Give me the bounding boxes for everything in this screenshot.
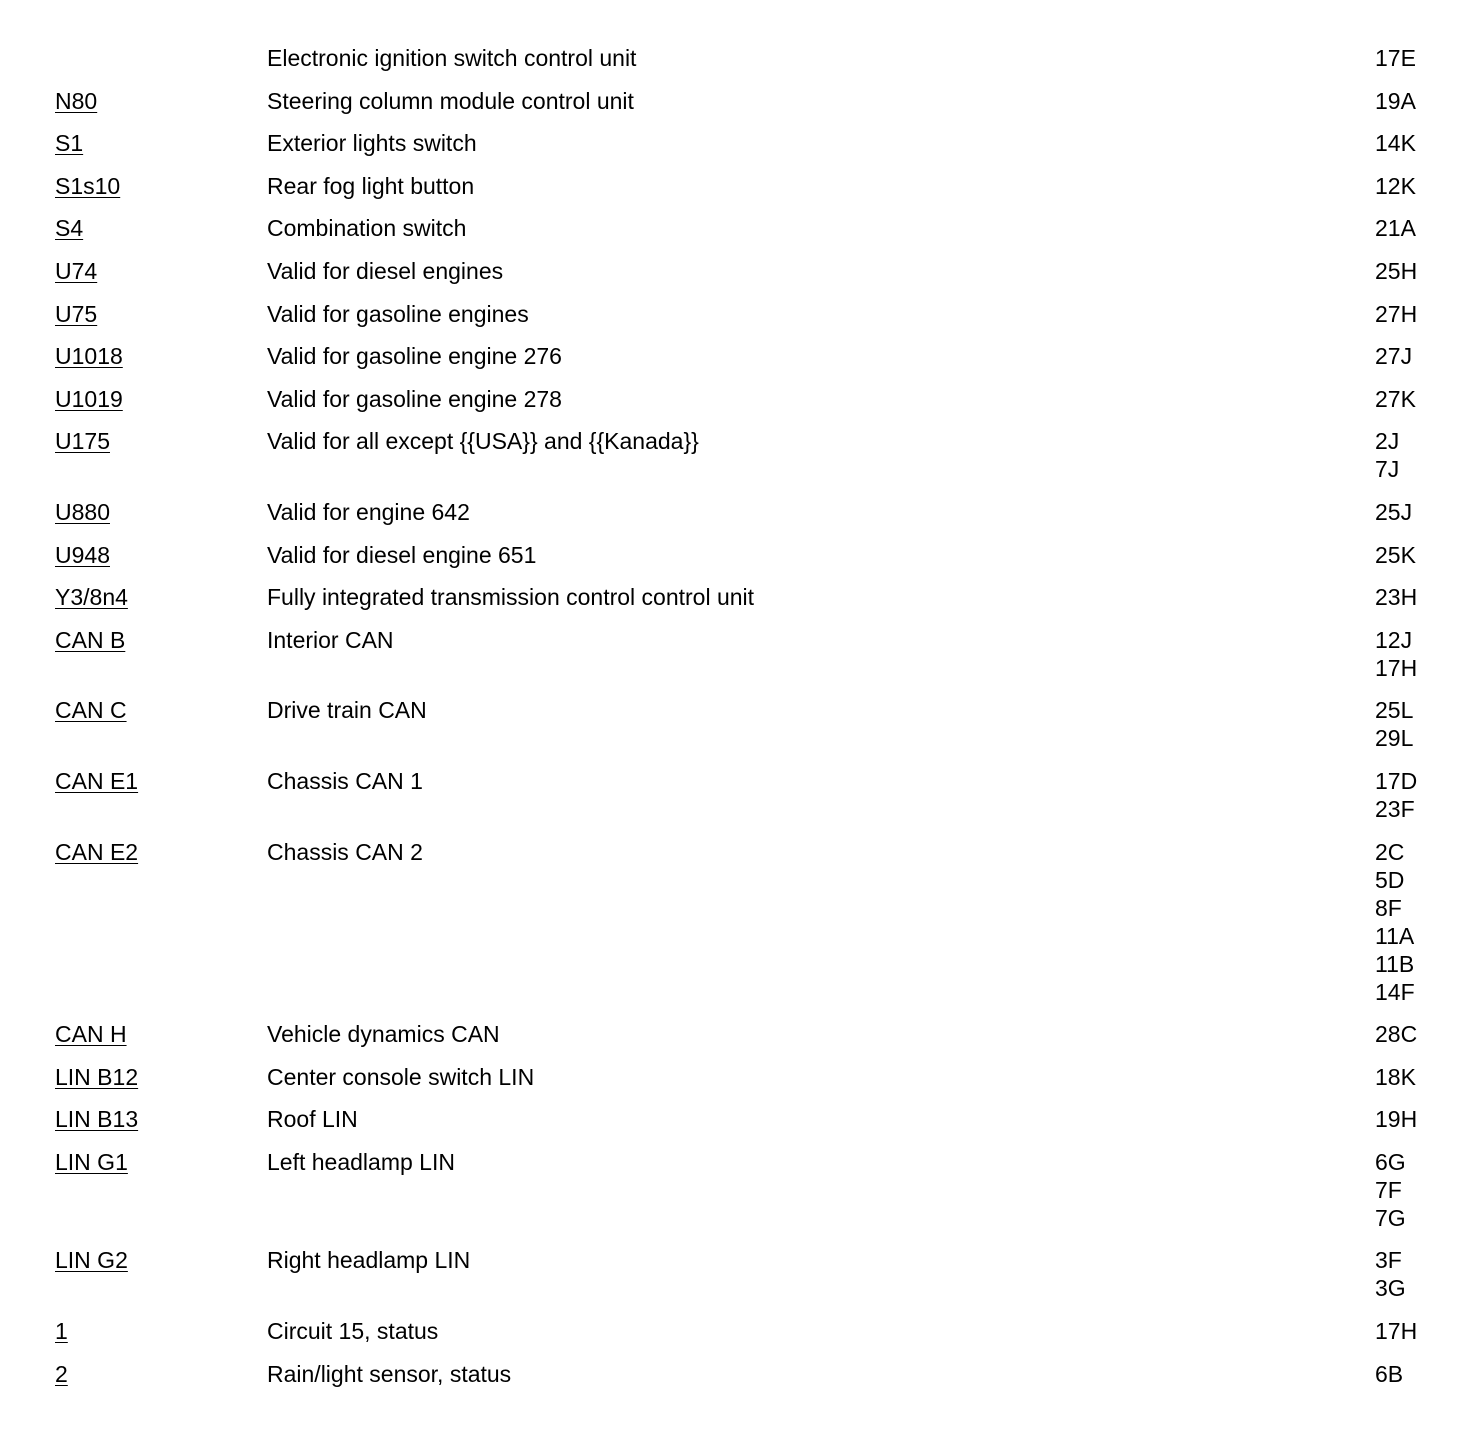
grid-reference-list: [1375, 1148, 1455, 1232]
component-description: Circuit 15, status: [267, 1318, 439, 1345]
component-code-link[interactable]: U880: [55, 498, 110, 525]
grid-reference-list: [1375, 1020, 1455, 1048]
component-code-link[interactable]: CAN C: [55, 697, 127, 724]
component-description: Roof LIN: [267, 1106, 358, 1133]
grid-reference: 25J: [1375, 498, 1413, 525]
grid-reference: 23H: [1375, 584, 1418, 611]
legend-entry: [0, 214, 1472, 242]
grid-reference-list: [1375, 626, 1455, 682]
grid-reference: 7J: [1375, 456, 1400, 483]
component-code-cell: [0, 385, 267, 413]
grid-reference-list: [1375, 172, 1455, 200]
component-code-cell: [0, 172, 267, 200]
component-description: Interior CAN: [267, 626, 394, 653]
grid-reference-list: [1375, 1105, 1455, 1133]
component-description: Valid for all except {{USA}} and {{Kanada}}: [267, 428, 699, 455]
component-code-cell: [0, 838, 267, 866]
grid-reference: 6G: [1375, 1148, 1406, 1175]
component-code-link[interactable]: 2: [55, 1360, 68, 1387]
legend-entry: [0, 767, 1472, 823]
component-code-cell: [0, 427, 267, 455]
component-code-link[interactable]: U75: [55, 300, 98, 327]
legend-entry: [0, 1105, 1472, 1133]
grid-reference: 23F: [1375, 795, 1415, 822]
grid-reference: 12J: [1375, 626, 1413, 653]
grid-reference-list: [1375, 257, 1455, 285]
component-description: Valid for gasoline engine 276: [267, 343, 562, 370]
grid-reference: 25H: [1375, 257, 1418, 284]
component-description: Right headlamp LIN: [267, 1247, 471, 1274]
component-code-cell: [0, 1063, 267, 1091]
component-description: Exterior lights switch: [267, 130, 477, 157]
grid-reference: 11A: [1375, 922, 1415, 949]
component-code-cell: [0, 1105, 267, 1133]
grid-reference: 27J: [1375, 343, 1413, 370]
grid-reference: 17H: [1375, 654, 1418, 681]
component-code-cell: [0, 1246, 267, 1274]
grid-reference: 8F: [1375, 894, 1402, 921]
legend-entry: [0, 342, 1472, 370]
grid-reference: 14K: [1375, 130, 1416, 157]
legend-entry: [0, 427, 1472, 483]
grid-reference: 28C: [1375, 1021, 1418, 1048]
grid-reference: 7F: [1375, 1176, 1402, 1203]
legend-entry: [0, 129, 1472, 157]
component-code-cell: [0, 1148, 267, 1176]
component-legend: [0, 44, 1472, 1402]
component-code-cell: [0, 626, 267, 654]
grid-reference: 2J: [1375, 428, 1400, 455]
legend-entry: [0, 1020, 1472, 1048]
legend-entry: [0, 257, 1472, 285]
legend-entry: [0, 1246, 1472, 1302]
component-description: Valid for gasoline engines: [267, 300, 529, 327]
legend-entry: [0, 626, 1472, 682]
legend-entry: [0, 583, 1472, 611]
component-description: Electronic ignition switch control unit: [267, 45, 637, 71]
component-code-link[interactable]: U175: [55, 428, 110, 455]
grid-reference: 27H: [1375, 300, 1418, 327]
legend-entry: [0, 498, 1472, 526]
grid-reference-list: [1375, 1317, 1455, 1345]
component-description: Fully integrated transmission control control unit: [267, 584, 755, 611]
component-code-link[interactable]: LIN B13: [55, 1106, 139, 1133]
component-code-cell: [0, 214, 267, 242]
grid-reference: 19H: [1375, 1106, 1418, 1133]
component-code-cell: [0, 129, 267, 157]
component-code-link[interactable]: LIN B12: [55, 1063, 139, 1090]
component-code-link[interactable]: U948: [55, 541, 110, 568]
component-code-link[interactable]: CAN B: [55, 626, 126, 653]
grid-reference-list: [1375, 385, 1455, 413]
grid-reference-list: [1375, 1246, 1455, 1302]
component-description: Combination switch: [267, 215, 467, 242]
component-code-cell: [0, 1020, 267, 1048]
legend-entry: [0, 87, 1472, 115]
legend-entry: [0, 300, 1472, 328]
component-code-cell: [0, 257, 267, 285]
component-code-link[interactable]: CAN E1: [55, 767, 139, 794]
grid-reference: 11B: [1375, 950, 1415, 977]
component-code-link[interactable]: CAN E2: [55, 838, 139, 865]
component-code-cell: [0, 498, 267, 526]
component-description: Valid for diesel engine 651: [267, 541, 537, 568]
grid-reference: 25L: [1375, 697, 1414, 724]
grid-reference: 29L: [1375, 725, 1414, 752]
grid-reference: 25K: [1375, 541, 1416, 568]
component-description: Chassis CAN 2: [267, 838, 423, 865]
grid-reference-list: [1375, 87, 1455, 115]
grid-reference: 7G: [1375, 1204, 1406, 1231]
component-code-link[interactable]: U74: [55, 257, 98, 284]
legend-entry: [0, 44, 1472, 72]
component-description: Valid for diesel engines: [267, 257, 504, 284]
component-code-cell: [0, 696, 267, 724]
grid-reference-list: [1375, 838, 1455, 1006]
grid-reference-list: [1375, 541, 1455, 569]
grid-reference-list: [1375, 342, 1455, 370]
component-code-cell: [0, 1360, 267, 1388]
component-description: Vehicle dynamics CAN: [267, 1021, 500, 1048]
grid-reference: 19A: [1375, 87, 1416, 114]
component-code-link[interactable]: CAN H: [55, 1021, 127, 1048]
legend-entry: [0, 1063, 1472, 1091]
component-code-link[interactable]: Y3/8n4: [55, 584, 128, 611]
grid-reference: 14F: [1375, 978, 1415, 1005]
grid-reference: 17E: [1375, 45, 1416, 71]
grid-reference-list: [1375, 427, 1455, 483]
component-code-cell: [0, 87, 267, 115]
component-code-link[interactable]: LIN G1: [55, 1148, 128, 1175]
grid-reference-list: [1375, 300, 1455, 328]
component-code-link[interactable]: U1018: [55, 343, 123, 370]
grid-reference: 3F: [1375, 1247, 1402, 1274]
legend-entry: [0, 1148, 1472, 1232]
component-code-link[interactable]: LIN G2: [55, 1247, 128, 1274]
component-code-cell: [0, 1317, 267, 1345]
grid-reference-list: [1375, 214, 1455, 242]
grid-reference-list: [1375, 583, 1455, 611]
component-code-cell: [0, 541, 267, 569]
legend-entry: [0, 385, 1472, 413]
component-code-link[interactable]: U1019: [55, 385, 123, 412]
component-code-link[interactable]: 1: [55, 1318, 68, 1345]
component-code-cell: [0, 767, 267, 795]
component-description: Drive train CAN: [267, 697, 427, 724]
component-description: Left headlamp LIN: [267, 1148, 455, 1175]
grid-reference-list: [1375, 44, 1455, 72]
legend-entry: [0, 1317, 1472, 1345]
component-description: Rain/light sensor, status: [267, 1360, 512, 1387]
component-description: Valid for engine 642: [267, 498, 470, 525]
grid-reference: 17D: [1375, 767, 1418, 794]
component-code-cell: [0, 342, 267, 370]
component-code-link[interactable]: S4: [55, 215, 84, 242]
grid-reference: 6B: [1375, 1360, 1404, 1387]
grid-reference-list: [1375, 498, 1455, 526]
component-code-link[interactable]: S1: [55, 130, 84, 157]
grid-reference: 2C: [1375, 838, 1405, 865]
legend-entry: [0, 541, 1472, 569]
grid-reference-list: [1375, 1360, 1455, 1388]
grid-reference: 5D: [1375, 866, 1405, 893]
grid-reference-list: [1375, 767, 1455, 823]
grid-reference: 21A: [1375, 215, 1416, 242]
grid-reference-list: [1375, 129, 1455, 157]
grid-reference: 27K: [1375, 385, 1416, 412]
component-description: Steering column module control unit: [267, 87, 634, 114]
grid-reference: 3G: [1375, 1275, 1406, 1302]
grid-reference: 17H: [1375, 1318, 1418, 1345]
component-code-cell: [0, 583, 267, 611]
component-code-link[interactable]: N80: [55, 87, 98, 114]
grid-reference: 12K: [1375, 172, 1416, 199]
legend-entry: [0, 696, 1472, 752]
component-code-link[interactable]: S1s10: [55, 172, 121, 199]
grid-reference-list: [1375, 696, 1455, 752]
component-code-cell: [0, 300, 267, 328]
component-description: Center console switch LIN: [267, 1063, 535, 1090]
grid-reference: 18K: [1375, 1063, 1416, 1090]
legend-entry: [0, 838, 1472, 1006]
component-description: Chassis CAN 1: [267, 767, 423, 794]
grid-reference-list: [1375, 1063, 1455, 1091]
legend-entry: [0, 1360, 1472, 1388]
component-description: Valid for gasoline engine 278: [267, 385, 562, 412]
legend-entry: [0, 172, 1472, 200]
component-description: Rear fog light button: [267, 172, 475, 199]
